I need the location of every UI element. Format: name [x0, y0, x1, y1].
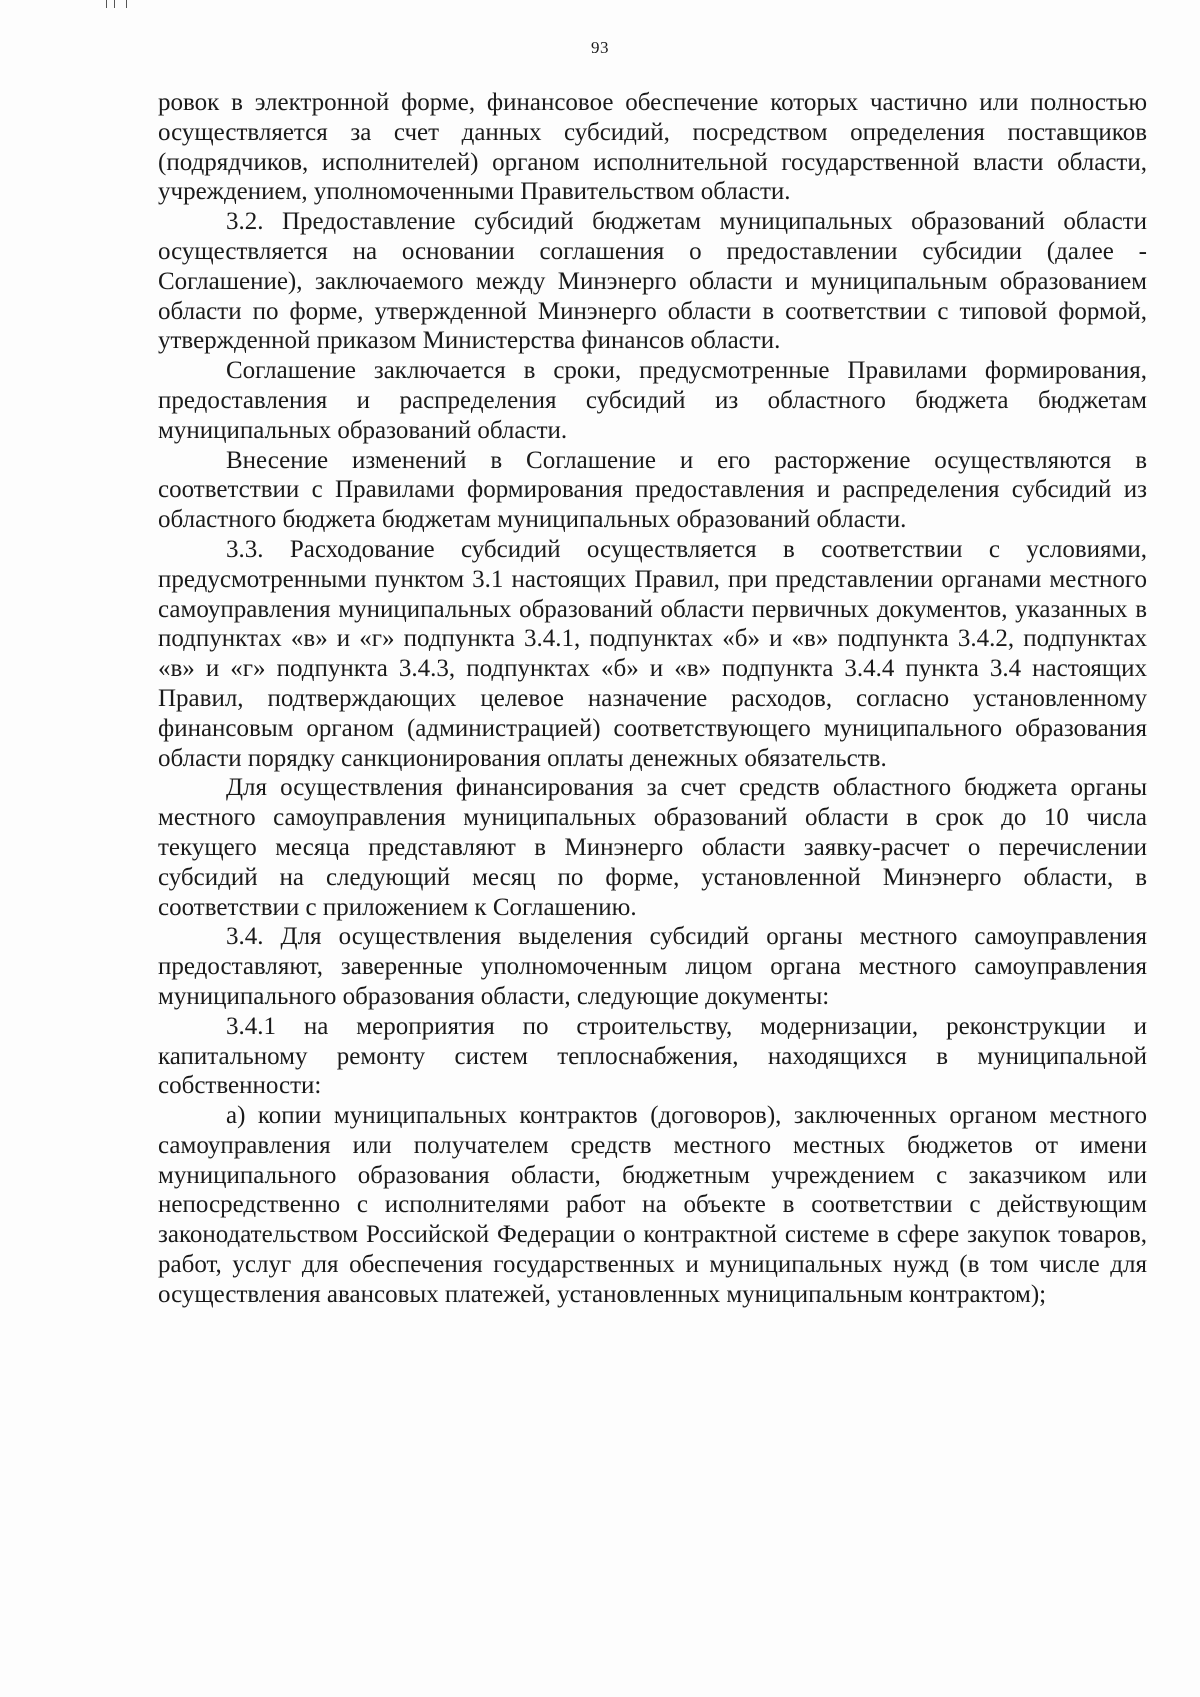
paragraph: 3.4. Для осуществления выделения субсидий органы местного самоуправления предоставляют, заверенные уполномоченным лицом органа местного самоуправления муниципального образования области, следующие документы: [158, 923, 1147, 1010]
paragraph: ровок в электронной форме, финансовое обеспечение которых частично или полностью осуществляется за счет данных субсидий, посредством определения поставщиков (подрядчиков, исполнителей) органом исполнительной государственной власти области, учреждением, уполномоченными Правительством области. [158, 89, 1147, 206]
paragraph: Соглашение заключается в сроки, предусмотренные Правилами формирования, предоставления и распределения субсидий из областного бюджета бюджетам муниципальных образований области. [158, 357, 1147, 444]
paragraph: 3.2. Предоставление субсидий бюджетам муниципальных образований области осуществляется на основании соглашения о предоставлении субсидии (далее - Соглашение), заключаемого между Минэнерго области и муниципальным образованием области по форме, утвержденной Минэнерго области в соответствии с типовой формой, утвержденной приказом Министерства финансов области. [158, 208, 1147, 355]
paragraph: 3.4.1 на мероприятия по строительству, модернизации, реконструкции и капитальному ремонту систем теплоснабжения, находящихся в муниципальной собственности: [158, 1012, 1147, 1100]
paragraph: 3.3. Расходование субсидий осуществляется в соответствии с условиями, предусмотренными пунктом 3.1 настоящих Правил, при представлении органами местного самоуправления муниципальных образований области первичных документов, указанных в подпунктах «в» и «г» подпункта 3.4.1, подпунктах «б» и «в» подпункта 3.4.2, подпунктах «в» и «г» подпункта 3.4.3, подпунктах «б» и «в» подпункта 3.4.4 пункта 3.4 настоящих Правил, подтверждающих целевое назначение расходов, согласно установленному финансовым органом (администрацией) соответствующего муниципального образования области порядку санкционирования оплаты денежных обязательств. [158, 535, 1147, 772]
paragraph: а) копии муниципальных контрактов (договоров), заключенных органом местного самоуправления или получателем средств местного местных бюджетов от имени муниципального образования области, бюджетным учреждением с заказчиком или непосредственно с исполнителями работ на объекте в соответствии с действующим законодательством Российской Федерации о контрактной системе в сфере закупок товаров, работ, услуг для обеспечения государственных и муниципальных нужд (в том числе для осуществления авансовых платежей, установленных муниципальным контрактом); [158, 1102, 1147, 1308]
page-number: 93 [591, 38, 609, 57]
scan-edge-mark [106, 0, 146, 10]
document-body [158, 88, 1147, 1310]
paragraph: Для осуществления финансирования за счет средств областного бюджета органы местного самоуправления муниципальных образований области в срок до 10 числа текущего месяца представляют в Минэнерго области заявку-расчет о перечислении субсидий на следующий месяц по форме, установленной Минэнерго области, в соответствии с приложением к Соглашению. [158, 774, 1147, 921]
paragraph: Внесение изменений в Соглашение и его расторжение осуществляются в соответствии с Правилами формирования предоставления и распределения субсидий из областного бюджета бюджетам муниципальных образований области. [158, 446, 1147, 534]
